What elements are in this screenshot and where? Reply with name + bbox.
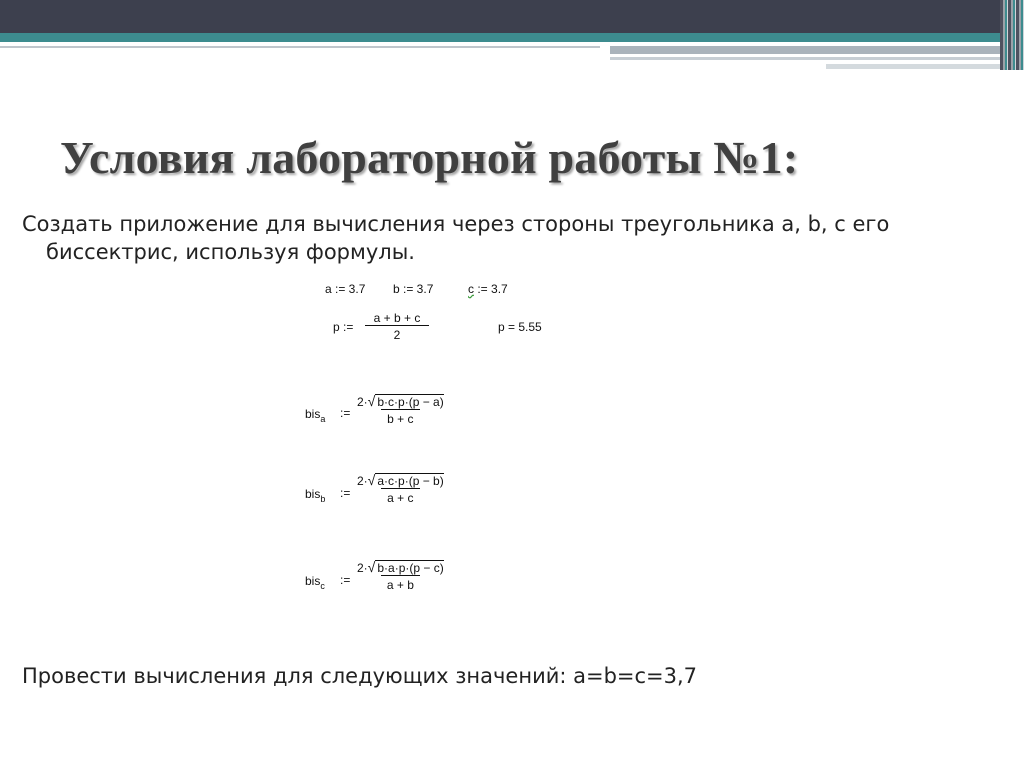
bis-b-subscript: b	[320, 494, 326, 504]
bis-b-name: bis	[305, 487, 321, 501]
assign-c-val: := 3.7	[477, 282, 508, 296]
bis-c-fraction	[355, 559, 446, 592]
header-band-light	[826, 64, 1000, 69]
header-stripes	[1000, 0, 1024, 70]
p-label: p :=	[333, 320, 354, 334]
bis-b-fraction	[355, 472, 446, 505]
bis-a-assign: :=	[340, 406, 351, 420]
bis-c-numerator	[355, 559, 446, 575]
slide-title: Условия лабораторной работы №1:	[60, 132, 799, 183]
bis-b-numerator	[355, 472, 446, 488]
p-fraction	[365, 311, 429, 342]
header-band-teal	[0, 33, 1000, 42]
assign-a: a := 3.7	[325, 282, 366, 296]
bis-b-denominator: a + c	[381, 488, 419, 505]
sqrt-icon: √	[367, 472, 376, 488]
header-band-dark	[0, 0, 1024, 33]
bis-b-coef: 2·	[357, 474, 368, 488]
p-result: p = 5.55	[498, 320, 542, 334]
task-text	[22, 210, 1002, 266]
header-rule	[0, 46, 600, 48]
assign-b: b := 3.7	[393, 282, 434, 296]
bis-b-radicand: a·c·p·(p − b)	[377, 474, 444, 488]
p-denominator: 2	[365, 325, 429, 342]
sqrt-icon: √	[367, 393, 376, 409]
bis-b-label	[305, 487, 325, 504]
bis-a-name: bis	[305, 407, 321, 421]
header-band-grey-thin	[610, 57, 1000, 60]
bis-a-numerator	[355, 393, 446, 409]
bis-a-subscript: a	[320, 414, 326, 424]
header-band-grey	[610, 46, 1000, 54]
bis-c-denominator: a + b	[381, 575, 420, 592]
bis-b-assign: :=	[340, 486, 351, 500]
instructions-text: Провести вычисления для следующих значений: a=b=c=3,7	[22, 664, 698, 688]
task-line-1: Создать приложение для вычисления через стороны треугольника a, b, c его	[22, 212, 890, 236]
bis-a-denominator: b + c	[381, 409, 419, 426]
bis-c-name: bis	[305, 574, 321, 588]
p-numerator: a + b + c	[373, 311, 421, 325]
assign-c	[468, 282, 508, 296]
bis-a-label	[305, 407, 325, 424]
bis-c-radicand: b·a·p·(p − c)	[377, 561, 444, 575]
bis-c-subscript: c	[320, 581, 325, 591]
bis-c-coef: 2·	[357, 561, 368, 575]
task-line-2: биссектрис, используя формулы.	[46, 240, 415, 264]
bis-c-label	[305, 574, 325, 591]
bis-a-coef: 2·	[357, 395, 368, 409]
bis-a-fraction	[355, 393, 446, 426]
sqrt-icon: √	[367, 559, 376, 575]
bis-a-radicand: b·c·p·(p − a)	[377, 395, 444, 409]
bis-c-assign: :=	[340, 573, 351, 587]
assign-c-var: c	[468, 282, 474, 296]
